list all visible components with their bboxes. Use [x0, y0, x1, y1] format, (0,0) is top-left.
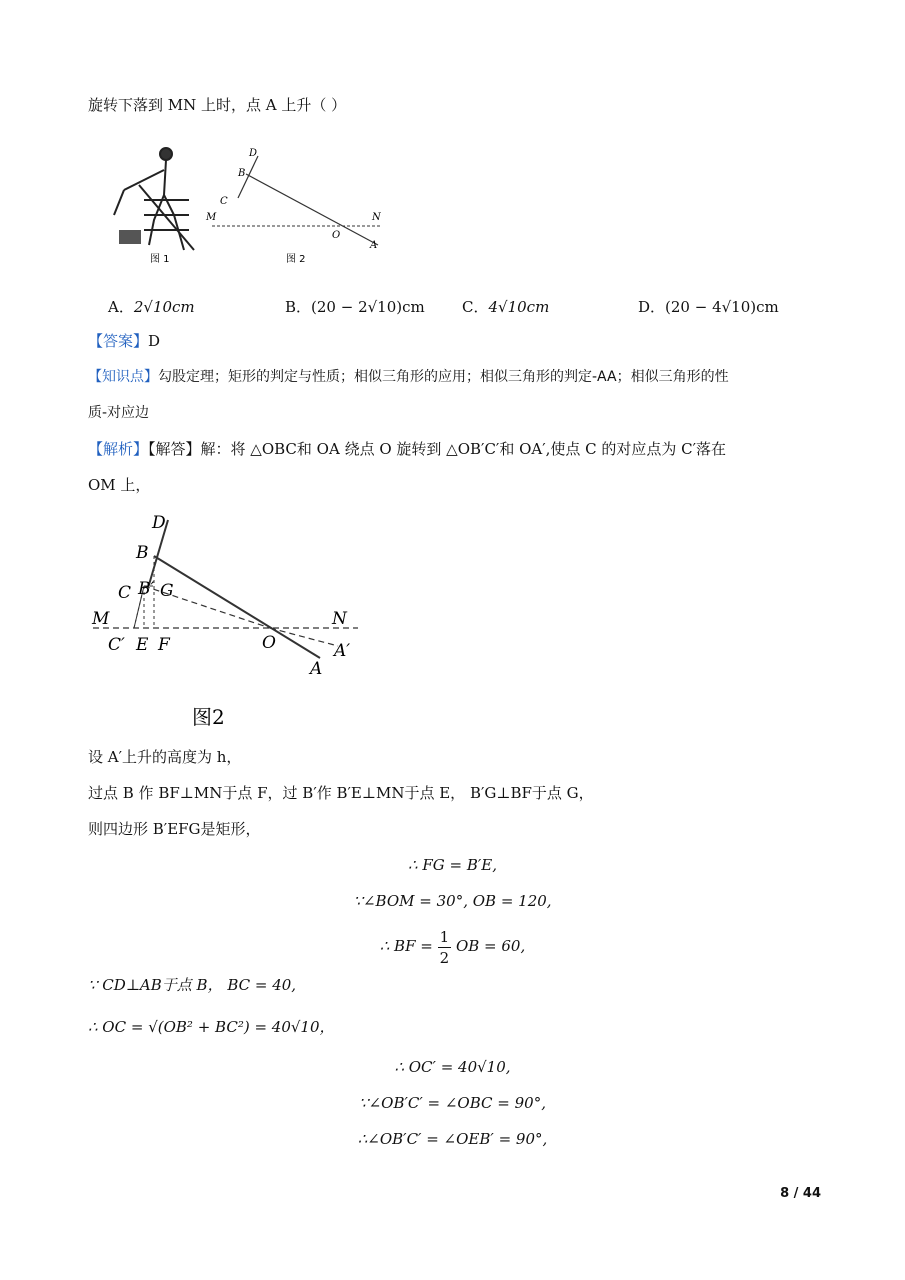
equation-3: ∴ BF = $\frac{1}{2}$ OB = 60,	[379, 927, 526, 967]
fraction-one-half: $\frac{1}{2}$	[439, 927, 450, 967]
fig2-label-N: N	[372, 212, 381, 223]
analysis-text-cont: OM 上，	[88, 476, 151, 494]
step-4: ∵ CD⊥AB于点 B， BC = 40,	[88, 976, 297, 994]
fig2-label-A: A	[370, 240, 378, 251]
knowledge-text-cont: 质-对应边	[88, 405, 150, 421]
option-b: B．(20 − 2√10)cm	[285, 298, 425, 316]
option-d: D．(20 − 4√10)cm	[638, 298, 779, 316]
equation-1: ∴ FG = B′E,	[408, 856, 497, 874]
equation-7: ∵∠OB′C′ = ∠OBC = 90°,	[359, 1094, 546, 1112]
fig2-label-D: D	[249, 148, 258, 159]
fig2-caption: 图 2	[286, 254, 306, 265]
fig2-large-label-Aprime: A′	[334, 641, 351, 661]
knowledge-tag: 【知识点】	[88, 369, 158, 385]
fig2-large-label-O: O	[262, 633, 276, 653]
analysis-tag: 【解析】	[88, 440, 149, 458]
fig2-large-label-E: E	[136, 635, 149, 655]
fig2-large-label-F: F	[158, 635, 170, 655]
fig2-label-O: O	[332, 230, 341, 241]
option-a: A．2√10cm	[108, 298, 195, 316]
figure-2-small	[202, 140, 412, 270]
question-text: 旋转下落到 MN 上时，点 A 上升（ ）	[88, 96, 347, 114]
fig2-large-label-C: C	[118, 583, 132, 603]
fig2-label-B: B	[238, 168, 246, 179]
fig2-large-caption: 图2	[192, 705, 225, 729]
answer-tag: 【答案】	[88, 332, 149, 350]
step-3: 则四边形 B′EFG是矩形，	[88, 820, 261, 838]
step-1: 设 A′上升的高度为 h，	[88, 748, 242, 766]
fig2-large-label-G: G	[160, 581, 174, 601]
analysis-text: 解：将 △OBC和 OA 绕点 O 旋转到 △OB′C′和 OA′,使点 C 的对应点为 C′落在	[200, 440, 727, 458]
answer-line	[88, 330, 160, 352]
fig2-large-label-N: N	[332, 609, 347, 629]
fig2-large-label-Bprime: B′	[138, 579, 155, 599]
fig2-label-M: M	[206, 212, 217, 223]
fig2-large-label-Cprime: C′	[108, 635, 125, 655]
figure-1-illustration	[104, 140, 214, 270]
figure-2-large	[88, 510, 378, 730]
step-2: 过点 B 作 BF⊥MN于点 F，过 B′作 B′E⊥MN于点 E， B′G⊥BF于点 G，	[88, 784, 594, 802]
fig2-large-label-B: B	[136, 543, 149, 563]
page-number: 8 / 44	[780, 1186, 821, 1201]
fig1-caption: 图 1	[150, 254, 170, 265]
equation-6: ∴ OC′ = 40√10,	[394, 1058, 511, 1076]
fig2-large-label-M: M	[92, 609, 110, 629]
analysis-line	[88, 438, 726, 460]
knowledge-line	[88, 366, 729, 388]
equation-8: ∴∠OB′C′ = ∠OEB′ = 90°,	[357, 1130, 548, 1148]
equation-2: ∵∠BOM = 30°, OB = 120,	[353, 892, 552, 910]
step-5: ∴ OC = √(OB² + BC²) = 40√10，	[88, 1018, 335, 1036]
fig2-label-C: C	[220, 196, 228, 207]
fig2-large-label-D: D	[152, 513, 166, 533]
fig2-large-label-A: A	[310, 659, 323, 679]
analysis-sub-tag: 【解答】	[148, 440, 201, 458]
answer-value: D	[148, 332, 161, 350]
option-c: C．4√10cm	[462, 298, 550, 316]
knowledge-text: 勾股定理；矩形的判定与性质；相似三角形的应用；相似三角形的判定-AA；相似三角形的性	[158, 369, 729, 385]
